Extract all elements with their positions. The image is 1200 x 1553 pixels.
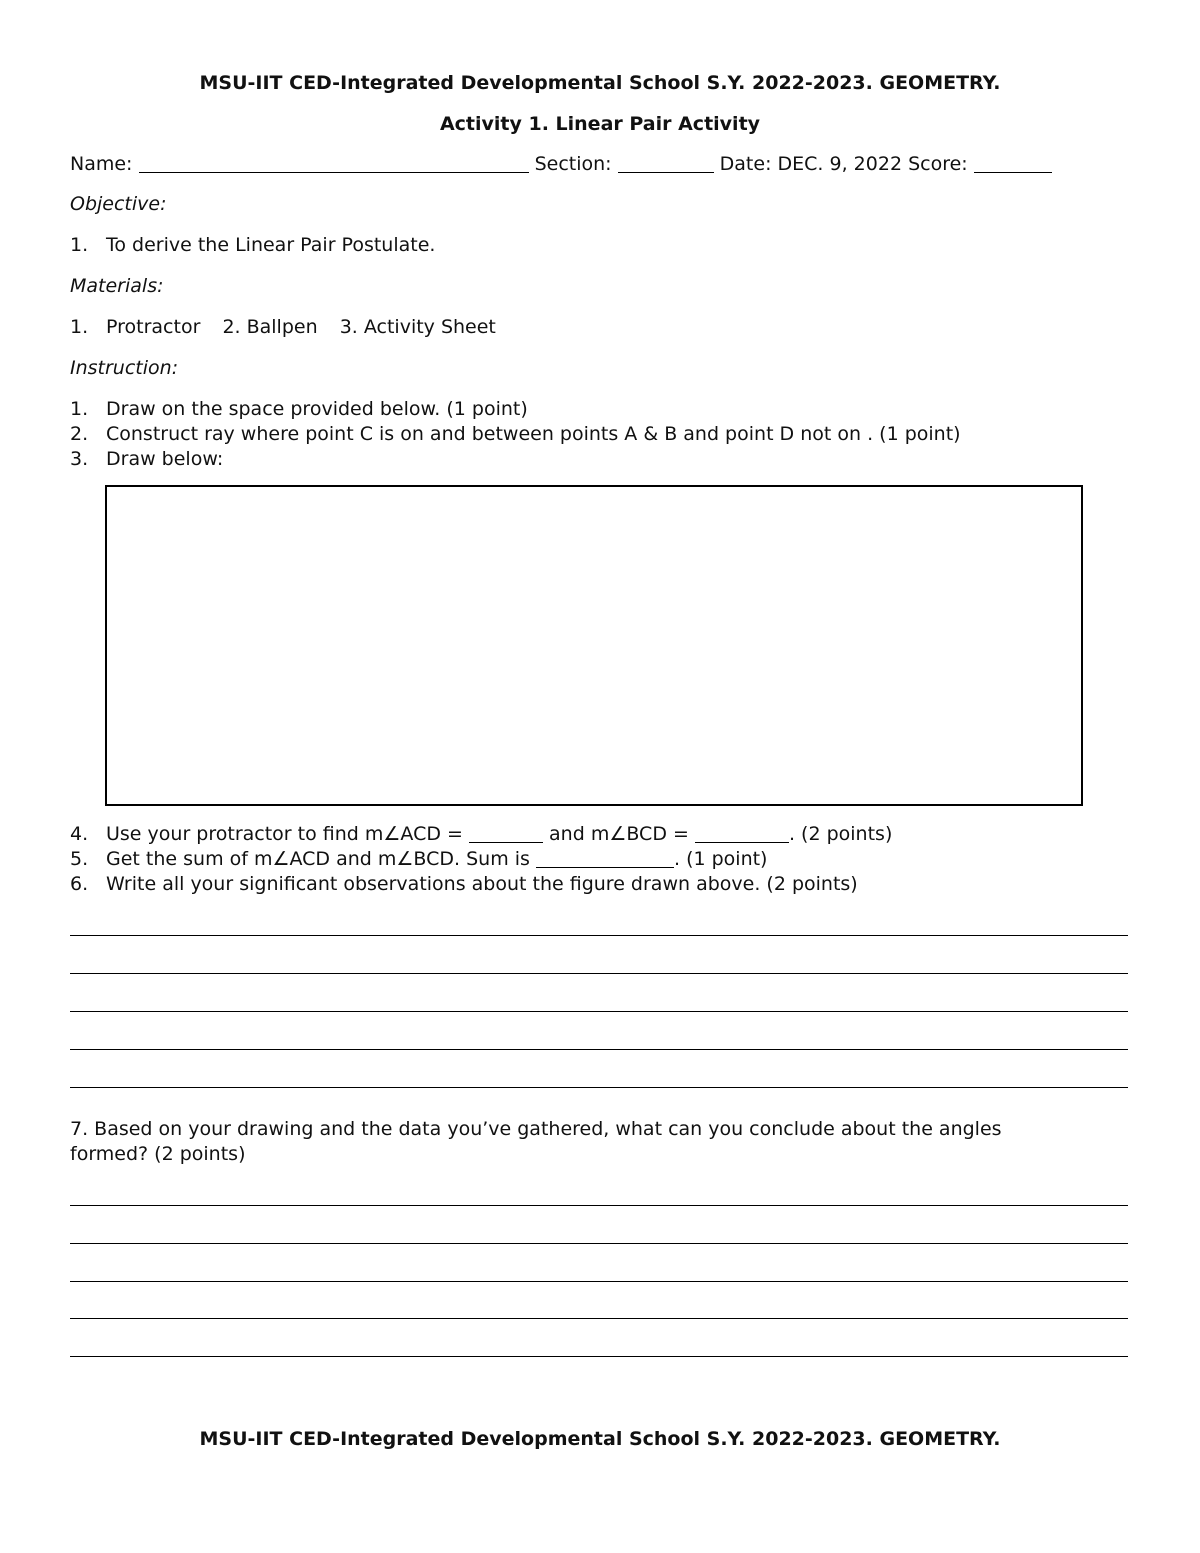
material-protractor: Protractor	[106, 316, 201, 338]
conclusion-answer-line[interactable]	[70, 1281, 1128, 1282]
score-field[interactable]	[974, 153, 1052, 173]
score-label: Score:	[908, 153, 968, 175]
date-value: DEC. 9, 2022	[777, 153, 903, 175]
activity-title: Activity 1. Linear Pair Activity	[439, 113, 761, 135]
drawing-area[interactable]	[105, 485, 1083, 806]
observation-answer-line[interactable]	[70, 935, 1128, 936]
instruction-step-5: 5. Get the sum of m∠ACD and m∠BCD. Sum is . (1 point)	[70, 848, 768, 870]
name-label: Name:	[70, 153, 133, 175]
question-7-line-2: formed? (2 points)	[70, 1143, 246, 1165]
observation-answer-line[interactable]	[70, 973, 1128, 974]
materials-heading: Materials:	[70, 275, 164, 297]
instruction-step-3: 3. Draw below:	[70, 448, 224, 470]
conclusion-answer-line[interactable]	[70, 1243, 1128, 1244]
observation-answer-line[interactable]	[70, 1011, 1128, 1012]
observation-answer-line[interactable]	[70, 1049, 1128, 1050]
instruction-step-6: 6. Write all your significant observations about the figure drawn above. (2 points)	[70, 873, 858, 895]
info-row	[70, 153, 1052, 175]
instruction-heading: Instruction:	[70, 357, 179, 379]
material-activity-sheet: 3. Activity Sheet	[339, 316, 496, 338]
objective-item: 1. To derive the Linear Pair Postulate.	[70, 234, 436, 256]
bcd-measure-field[interactable]	[695, 823, 789, 843]
instruction-step-1: 1. Draw on the space provided below. (1 point)	[70, 398, 528, 420]
acd-measure-field[interactable]	[469, 823, 543, 843]
question-7-line-1: 7. Based on your drawing and the data you’ve gathered, what can you conclude about the angles	[70, 1118, 1002, 1140]
instruction-step-4: 4. Use your protractor to find m∠ACD = and m∠BCD = . (2 points)	[70, 823, 893, 845]
objective-heading: Objective:	[70, 193, 167, 215]
school-footer: MSU-IIT CED-Integrated Developmental School S.Y. 2022-2023. GEOMETRY.	[199, 1428, 1001, 1450]
instruction-step-2: 2. Construct ray where point C is on and between points A & B and point D not on . (1 point)	[70, 423, 961, 445]
conclusion-answer-line[interactable]	[70, 1318, 1128, 1319]
conclusion-answer-line[interactable]	[70, 1205, 1128, 1206]
section-label: Section:	[534, 153, 612, 175]
name-field[interactable]	[139, 153, 529, 173]
sum-field[interactable]	[536, 848, 674, 868]
school-header: MSU-IIT CED-Integrated Developmental School S.Y. 2022-2023. GEOMETRY.	[199, 72, 1001, 94]
conclusion-answer-line[interactable]	[70, 1356, 1128, 1357]
material-ballpen: 2. Ballpen	[222, 316, 318, 338]
materials-list: 1. Protractor 2. Ballpen 3. Activity Sheet	[70, 316, 496, 338]
observation-answer-line[interactable]	[70, 1087, 1128, 1088]
section-field[interactable]	[618, 153, 714, 173]
date-label: Date:	[719, 153, 772, 175]
